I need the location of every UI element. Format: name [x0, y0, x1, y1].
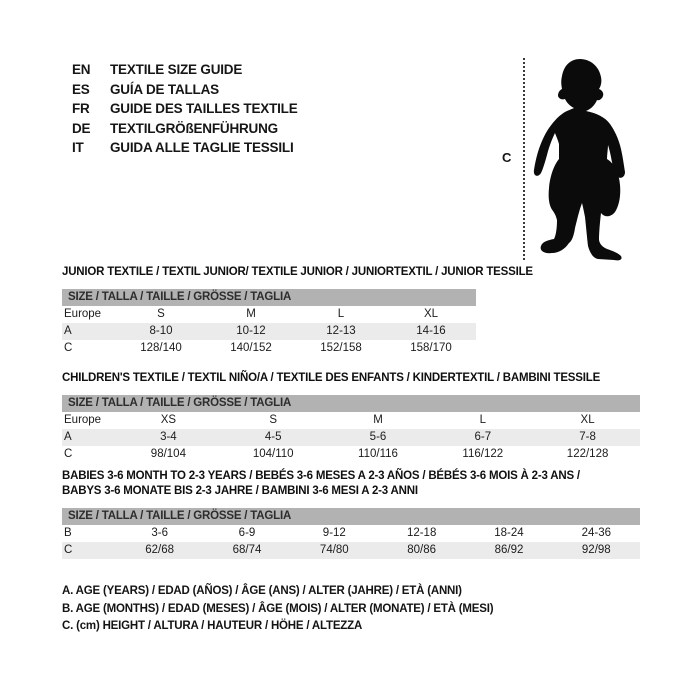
table-rows [62, 306, 476, 357]
table-babies-textile [62, 469, 640, 559]
size-cell: 140/152 [230, 342, 272, 354]
size-cell: 80/86 [407, 544, 437, 556]
size-table-grid [62, 395, 640, 463]
size-cell: 3-6 [151, 527, 168, 539]
size-cell: 6-7 [474, 431, 492, 443]
toddler-silhouette [534, 59, 625, 260]
toddler-silhouette-icon [528, 55, 633, 263]
table-row [62, 412, 640, 429]
size-cell: 62/68 [145, 544, 175, 556]
language-label: GUÍA DE TALLAS [110, 81, 219, 97]
language-label: GUIDE DES TAILLES TEXTILE [110, 101, 298, 117]
table-title: BABYS 3-6 MONATE BIS 2-3 JAHRE / BAMBINI 3-6 MESI A 2-3 ANNI [62, 485, 418, 497]
legend-line: B. AGE (MONTHS) / EDAD (MESES) / ÂGE (MOIS) / ALTER (MONATE) / ETÀ (MESI) [62, 602, 494, 615]
size-cell: S [157, 308, 165, 320]
size-cell: 10-12 [236, 325, 266, 337]
size-cell: 152/158 [320, 342, 362, 354]
language-label: TEXTILGRÖßENFÜHRUNG [110, 120, 278, 136]
size-cell: 86/92 [494, 544, 524, 556]
size-cell: 7-8 [579, 431, 596, 443]
language-row [72, 119, 298, 139]
size-cell: 5-6 [369, 431, 387, 443]
table-size-header: SIZE / TALLA / TAILLE / GRÖSSE / TAGLIA [62, 508, 640, 525]
language-row [72, 80, 298, 100]
table-rows [62, 412, 640, 463]
row-label: A [64, 431, 72, 443]
table-title: BABIES 3-6 MONTH TO 2-3 YEARS / BEBÉS 3-6 MESES A 2-3 AÑOS / BÉBÉS 3-6 MOIS À 2-3 ANS / [62, 470, 580, 482]
table-childrens-textile [62, 371, 640, 463]
table-row [62, 323, 476, 340]
size-cell: 110/116 [358, 448, 398, 460]
table-rows [62, 525, 640, 559]
size-cell: 68/74 [232, 544, 262, 556]
language-label: TEXTILE SIZE GUIDE [110, 62, 243, 78]
size-cell: 4-5 [264, 431, 282, 443]
language-code: ES [72, 81, 90, 97]
size-cell: 98/104 [150, 448, 186, 460]
table-row [62, 306, 476, 323]
row-label: Europe [64, 308, 102, 320]
size-cell: 8-10 [149, 325, 173, 337]
language-row [72, 99, 298, 119]
language-code: DE [72, 120, 91, 136]
row-label: C [64, 448, 73, 460]
legend-line: A. AGE (YEARS) / EDAD (AÑOS) / ÂGE (ANS) / ALTER (JAHRE) / ETÀ (ANNI) [62, 585, 462, 597]
legend [62, 583, 493, 636]
size-cell: 128/140 [140, 342, 182, 354]
size-cell: L [337, 308, 345, 320]
table-row [62, 525, 640, 542]
size-cell: L [479, 414, 486, 426]
size-cell: 92/98 [581, 544, 611, 556]
size-cell: 74/80 [319, 544, 349, 556]
language-code: IT [72, 140, 84, 156]
row-label: B [64, 527, 72, 539]
legend-line: C. (cm) HEIGHT / ALTURA / HAUTEUR / HÖHE / ALTEZZA [62, 620, 363, 632]
size-cell: 116/122 [462, 448, 504, 460]
language-list [72, 60, 298, 158]
table-row [62, 340, 476, 357]
size-cell: 122/128 [566, 448, 609, 460]
language-code: EN [72, 62, 91, 78]
size-cell: S [269, 414, 278, 426]
table-size-header: SIZE / TALLA / TAILLE / GRÖSSE / TAGLIA [62, 395, 640, 412]
size-cell: 14-16 [416, 325, 446, 337]
size-cell: 12-13 [326, 325, 356, 337]
size-cell: M [373, 414, 383, 426]
size-cell: 12-18 [406, 527, 437, 539]
size-cell: 104/110 [252, 448, 294, 460]
height-dashed-line [523, 58, 525, 260]
table-row [62, 446, 640, 463]
language-code: FR [72, 101, 90, 117]
row-label: Europe [64, 414, 102, 426]
language-row [72, 138, 298, 158]
language-row [72, 60, 298, 80]
table-row [62, 542, 640, 559]
size-cell: 9-12 [322, 527, 346, 539]
size-cell: XL [580, 414, 595, 426]
size-table-grid [62, 289, 476, 357]
size-table-grid [62, 508, 640, 559]
size-cell: XS [160, 414, 177, 426]
row-label: C [64, 342, 73, 354]
height-label: C [502, 150, 512, 165]
row-label: C [64, 544, 73, 556]
table-junior-textile [62, 265, 533, 357]
size-cell: 158/170 [410, 342, 452, 354]
language-label: GUIDA ALLE TAGLIE TESSILI [110, 140, 294, 156]
size-cell: XL [423, 308, 439, 320]
table-row [62, 429, 640, 446]
row-label: A [64, 325, 72, 337]
size-cell: 6-9 [238, 527, 256, 539]
table-title: JUNIOR TEXTILE / TEXTIL JUNIOR/ TEXTILE JUNIOR / JUNIORTEXTIL / JUNIOR TESSILE [62, 266, 533, 278]
size-cell: 3-4 [160, 431, 177, 443]
size-cell: M [246, 308, 256, 320]
size-cell: 24-36 [581, 527, 612, 539]
table-title: CHILDREN'S TEXTILE / TEXTIL NIÑO/A / TEXTILE DES ENFANTS / KINDERTEXTIL / BAMBINI TESSILE [62, 372, 601, 384]
size-cell: 18-24 [494, 527, 524, 539]
table-size-header: SIZE / TALLA / TAILLE / GRÖSSE / TAGLIA [62, 289, 476, 306]
